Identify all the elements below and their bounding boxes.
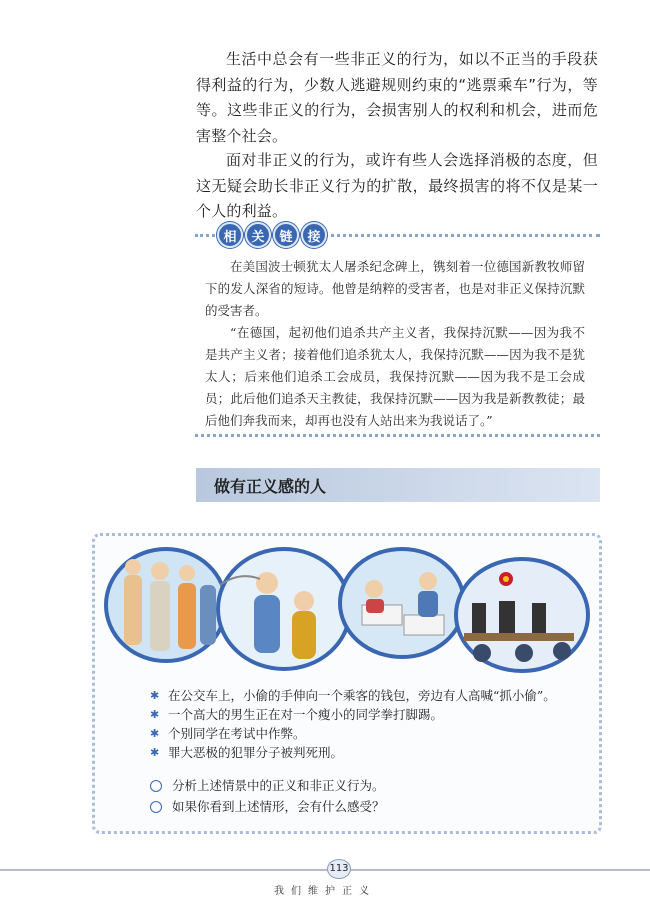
body-paragraph-1: 生活中总会有一些非正义的行为，如以不正当的手段获得利益的行为，少数人逃避规则约束的“逃票乘车”行为，等等。这些非正义的行为，会损害别人的权利和机会，进而危害整个社会。 (196, 50, 598, 145)
question-list (150, 775, 580, 817)
scene-exam-illustration (340, 549, 464, 657)
list-item: ✱ 个别同学在考试中作弊。 (150, 726, 306, 741)
scene-court-illustration (456, 559, 588, 671)
section-header (196, 468, 600, 502)
circle-bullet-icon (150, 801, 162, 813)
related-link-bottom-divider (195, 434, 600, 437)
related-link-paragraph-1: 在美国波士顿犹太人屠杀纪念碑上，镌刻着一位德国新教牧师留下的发人深省的短诗。他曾是纳粹的受害者，也是对非正义保持沉默的受害者。 (205, 259, 585, 318)
page-number: 113 (327, 859, 351, 879)
related-link-top-divider-right (318, 234, 600, 237)
scene-illustrations (104, 545, 590, 677)
list-item: ✱ 在公交车上，小偷的手伸向一个乘客的钱包，旁边有人高喊“抓小偷”。 (150, 688, 556, 703)
badge-char: 相 (217, 222, 243, 248)
section-title: 做有正义感的人 (214, 476, 327, 496)
asterisk-icon: ✱ (150, 689, 160, 702)
badge-char: 链 (273, 222, 299, 248)
footer-book-title: 我们维护正义 (274, 886, 376, 897)
asterisk-icon: ✱ (150, 746, 160, 759)
badge-char: 关 (245, 222, 271, 248)
footer-divider (0, 869, 650, 871)
scene-bus-illustration (106, 549, 226, 661)
related-link-badge (217, 222, 327, 250)
list-item: 如果你看到上述情形，会有什么感受？ (150, 796, 580, 817)
asterisk-icon: ✱ (150, 708, 160, 721)
list-item: 分析上述情景中的正义和非正义行为。 (150, 775, 580, 796)
related-link-top-divider (195, 234, 215, 237)
list-item: ✱ 罪大恶极的犯罪分子被判死刑。 (150, 745, 344, 760)
list-item: ✱ 一个高大的男生正在对一个瘦小的同学拳打脚踢。 (150, 707, 444, 722)
asterisk-icon: ✱ (150, 727, 160, 740)
body-paragraph-2: 面对非正义的行为，或许有些人会选择消极的态度，但这无疑会助长非正义行为的扩散，最终损害的将不仅是某一个人的利益。 (196, 151, 598, 220)
scene-fight-illustration (218, 549, 350, 669)
circle-bullet-icon (150, 780, 162, 792)
related-link-poem: “在德国，起初他们追杀共产主义者，我保持沉默——因为我不是共产主义者；接着他们追杀犹太人，我保持沉默——因为我不是犹太人；后来他们追杀工会成员，我保持沉默——因为我不是工会成员；此后他们追杀天主教徒，我保持沉默——因为我是新教教徒；最后他们奔我而来，却再也没有人站出来为我说话了。” (205, 325, 585, 428)
scene-list (150, 686, 580, 762)
badge-char: 接 (301, 222, 327, 248)
